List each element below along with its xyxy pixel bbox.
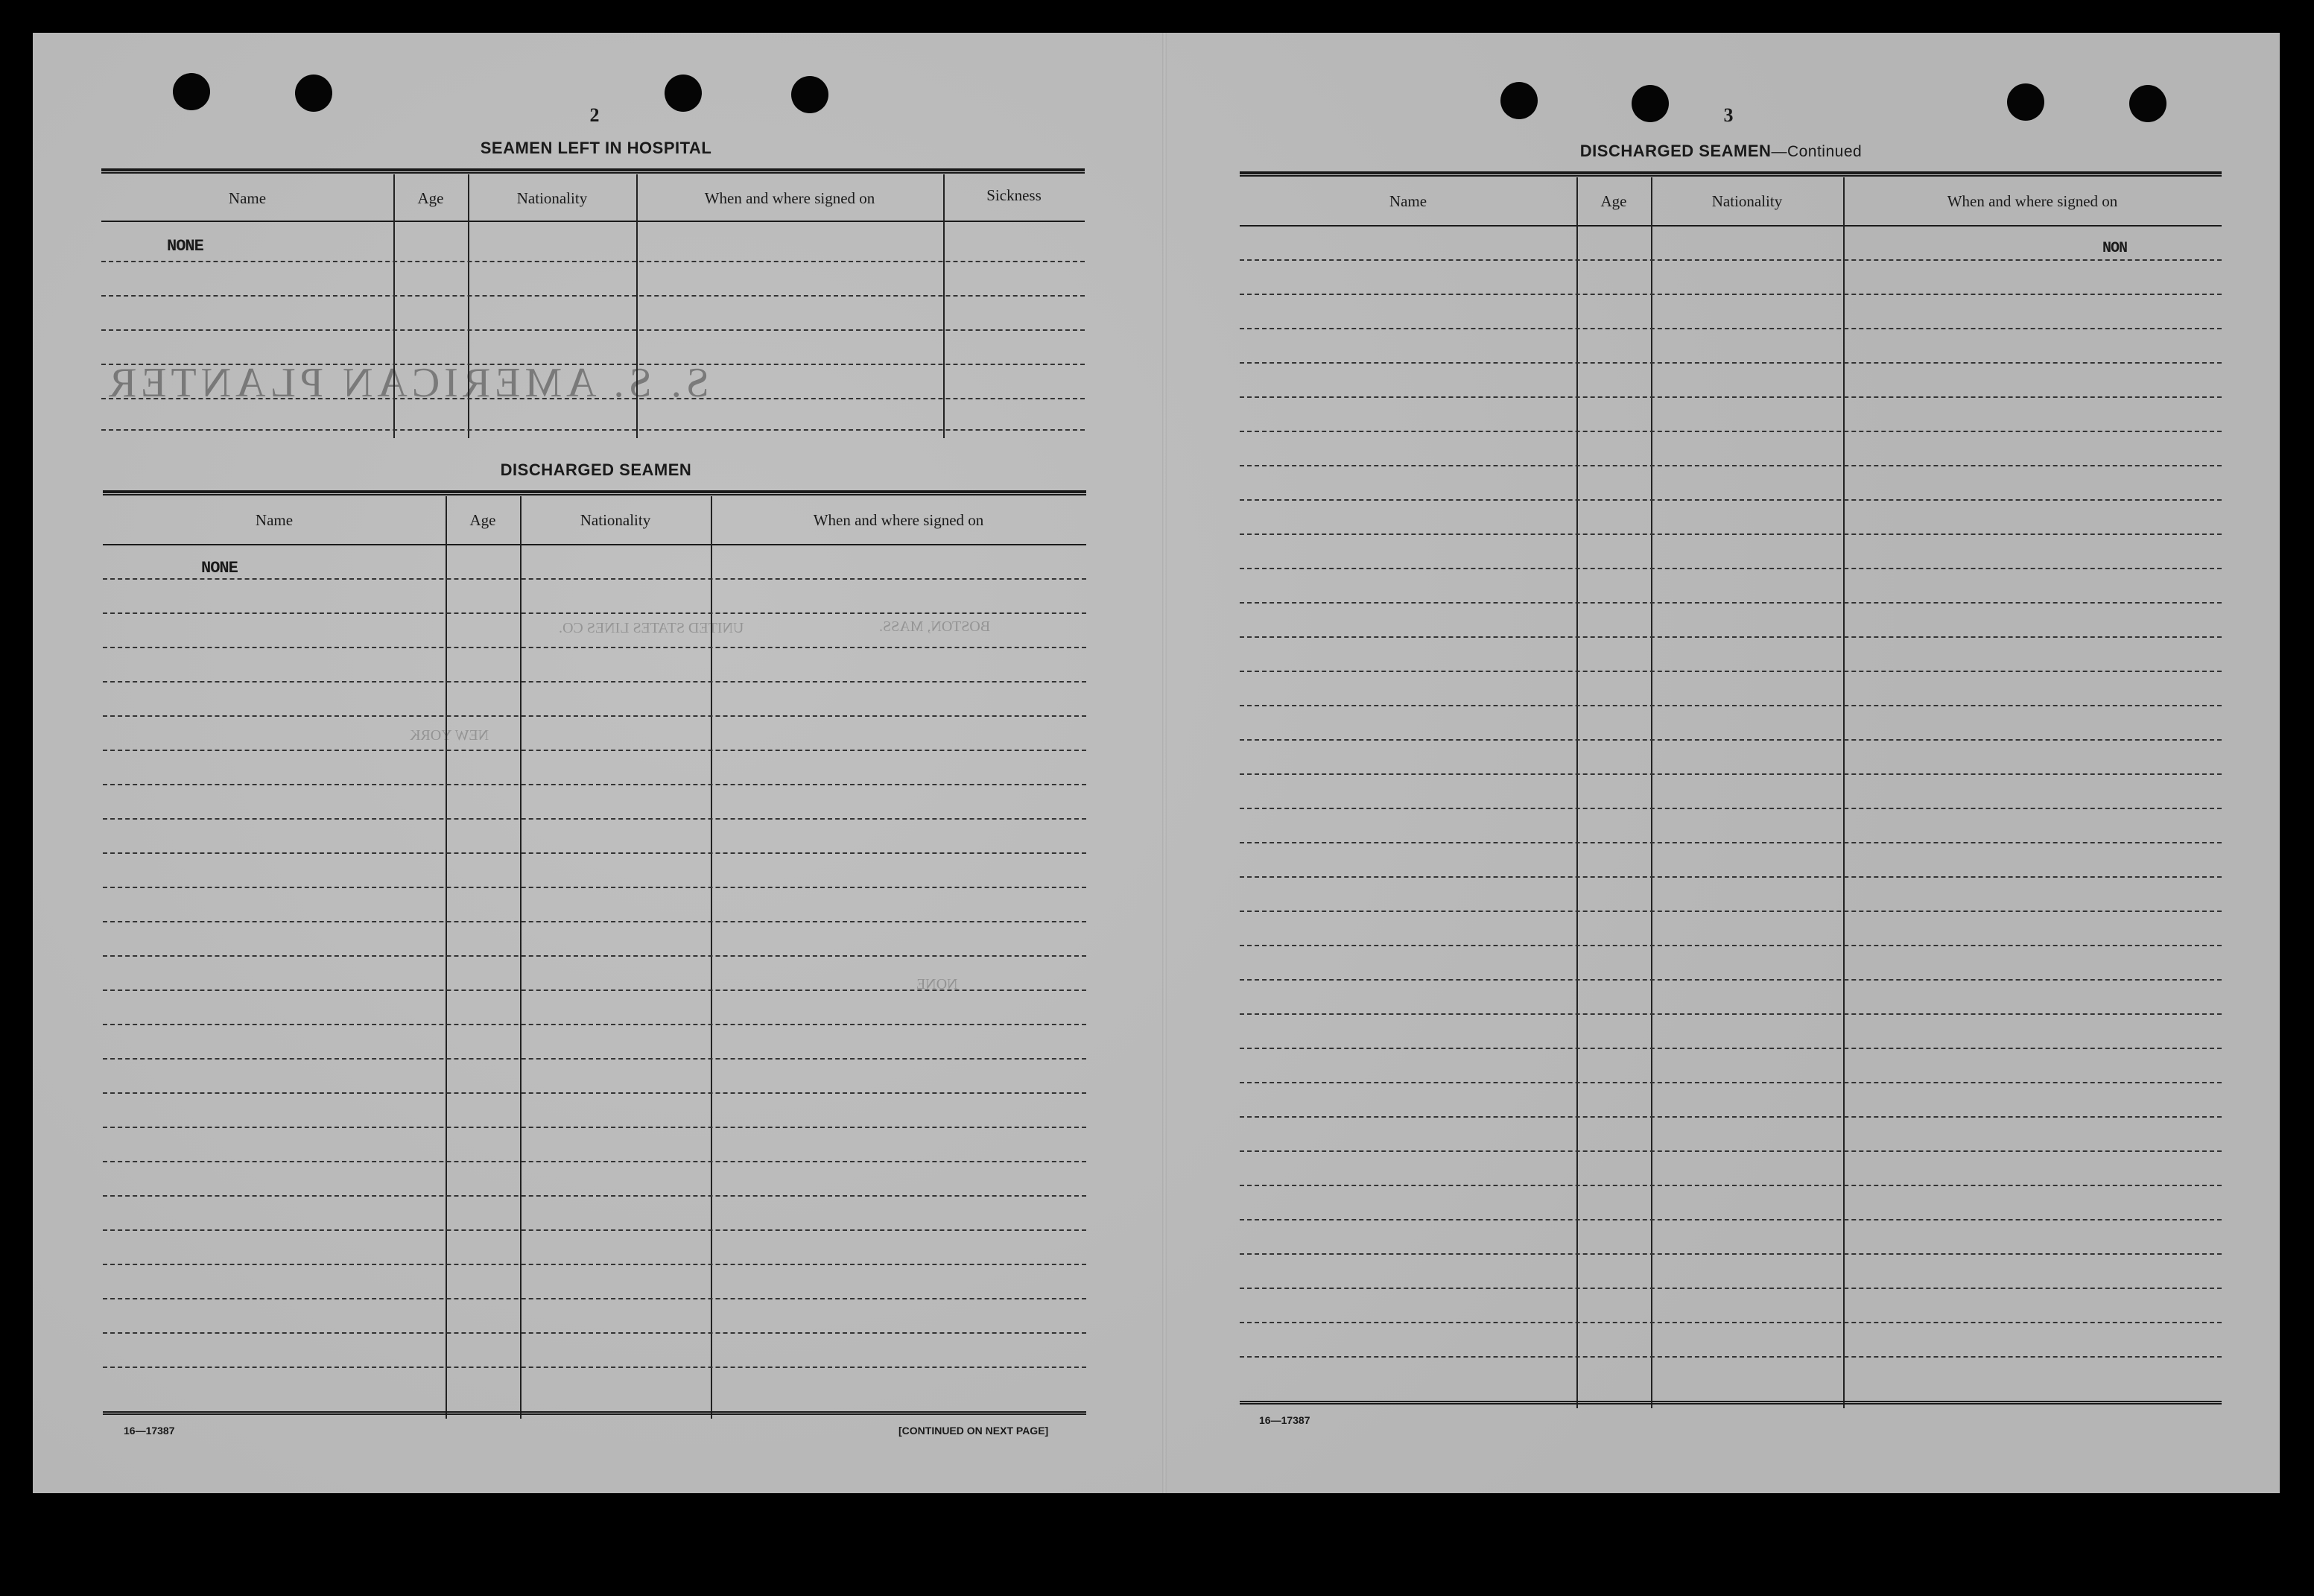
discharged-continued-table (1240, 171, 2222, 1408)
column-header-age: Age (469, 511, 496, 529)
column-header-age: Age (417, 189, 444, 207)
section-title-discharged-seamen-continued (1520, 142, 1922, 161)
column-header-age: Age (1600, 192, 1627, 210)
punch-hole-icon (2129, 85, 2166, 122)
section-title-text: DISCHARGED SEAMEN (1579, 142, 1772, 160)
column-header-name: Name (1389, 192, 1427, 210)
column-header-name: Name (255, 511, 294, 529)
column-header-when-where-signed-on: When and where signed on (813, 511, 984, 529)
entry-none-stamp: NONE (201, 559, 238, 577)
column-header-nationality: Nationality (580, 511, 651, 529)
entry-none-stamp: NON (2102, 240, 2128, 257)
bleed-through-fragment: NONE (916, 976, 958, 992)
column-header-nationality: Nationality (516, 189, 588, 207)
hospital-table (101, 168, 1085, 438)
center-fold (1162, 33, 1167, 1493)
entry-none-stamp: NONE (167, 237, 203, 256)
punch-hole-icon (791, 76, 828, 113)
column-header-name: Name (228, 189, 267, 207)
punch-hole-icon (173, 73, 210, 110)
bleed-through-fragment: UNITED STATES LINES CO. (559, 620, 744, 636)
page-number: 3 (1723, 104, 1734, 126)
page-number: 2 (589, 104, 600, 126)
section-title-discharged-seamen: DISCHARGED SEAMEN (500, 460, 692, 479)
punch-hole-icon (1632, 85, 1669, 122)
section-title-seamen-left-in-hospital: SEAMEN LEFT IN HOSPITAL (480, 139, 712, 157)
form-number: 16—17387 (1259, 1414, 1310, 1426)
discharged-table (103, 490, 1086, 1420)
column-header-nationality: Nationality (1711, 192, 1783, 210)
bleed-through-fragment: BOSTON, MASS. (879, 618, 991, 635)
column-header-when-where-signed-on: When and where signed on (704, 189, 875, 207)
punch-hole-icon (665, 75, 702, 112)
punch-hole-icon (2007, 83, 2044, 121)
column-header-when-where-signed-on: When and where signed on (1947, 192, 2118, 210)
bleed-through-ship-name: S. S. AMERICAN PLANTER (104, 360, 709, 406)
punch-hole-icon (1500, 82, 1538, 119)
column-header-sickness: Sickness (986, 186, 1042, 204)
section-title-suffix: —Continued (1771, 143, 1863, 160)
continued-note: [CONTINUED ON NEXT PAGE] (898, 1425, 1049, 1437)
bleed-through-fragment: NEW YORK (410, 727, 489, 744)
form-number: 16—17387 (124, 1425, 175, 1437)
punch-hole-icon (295, 75, 332, 112)
